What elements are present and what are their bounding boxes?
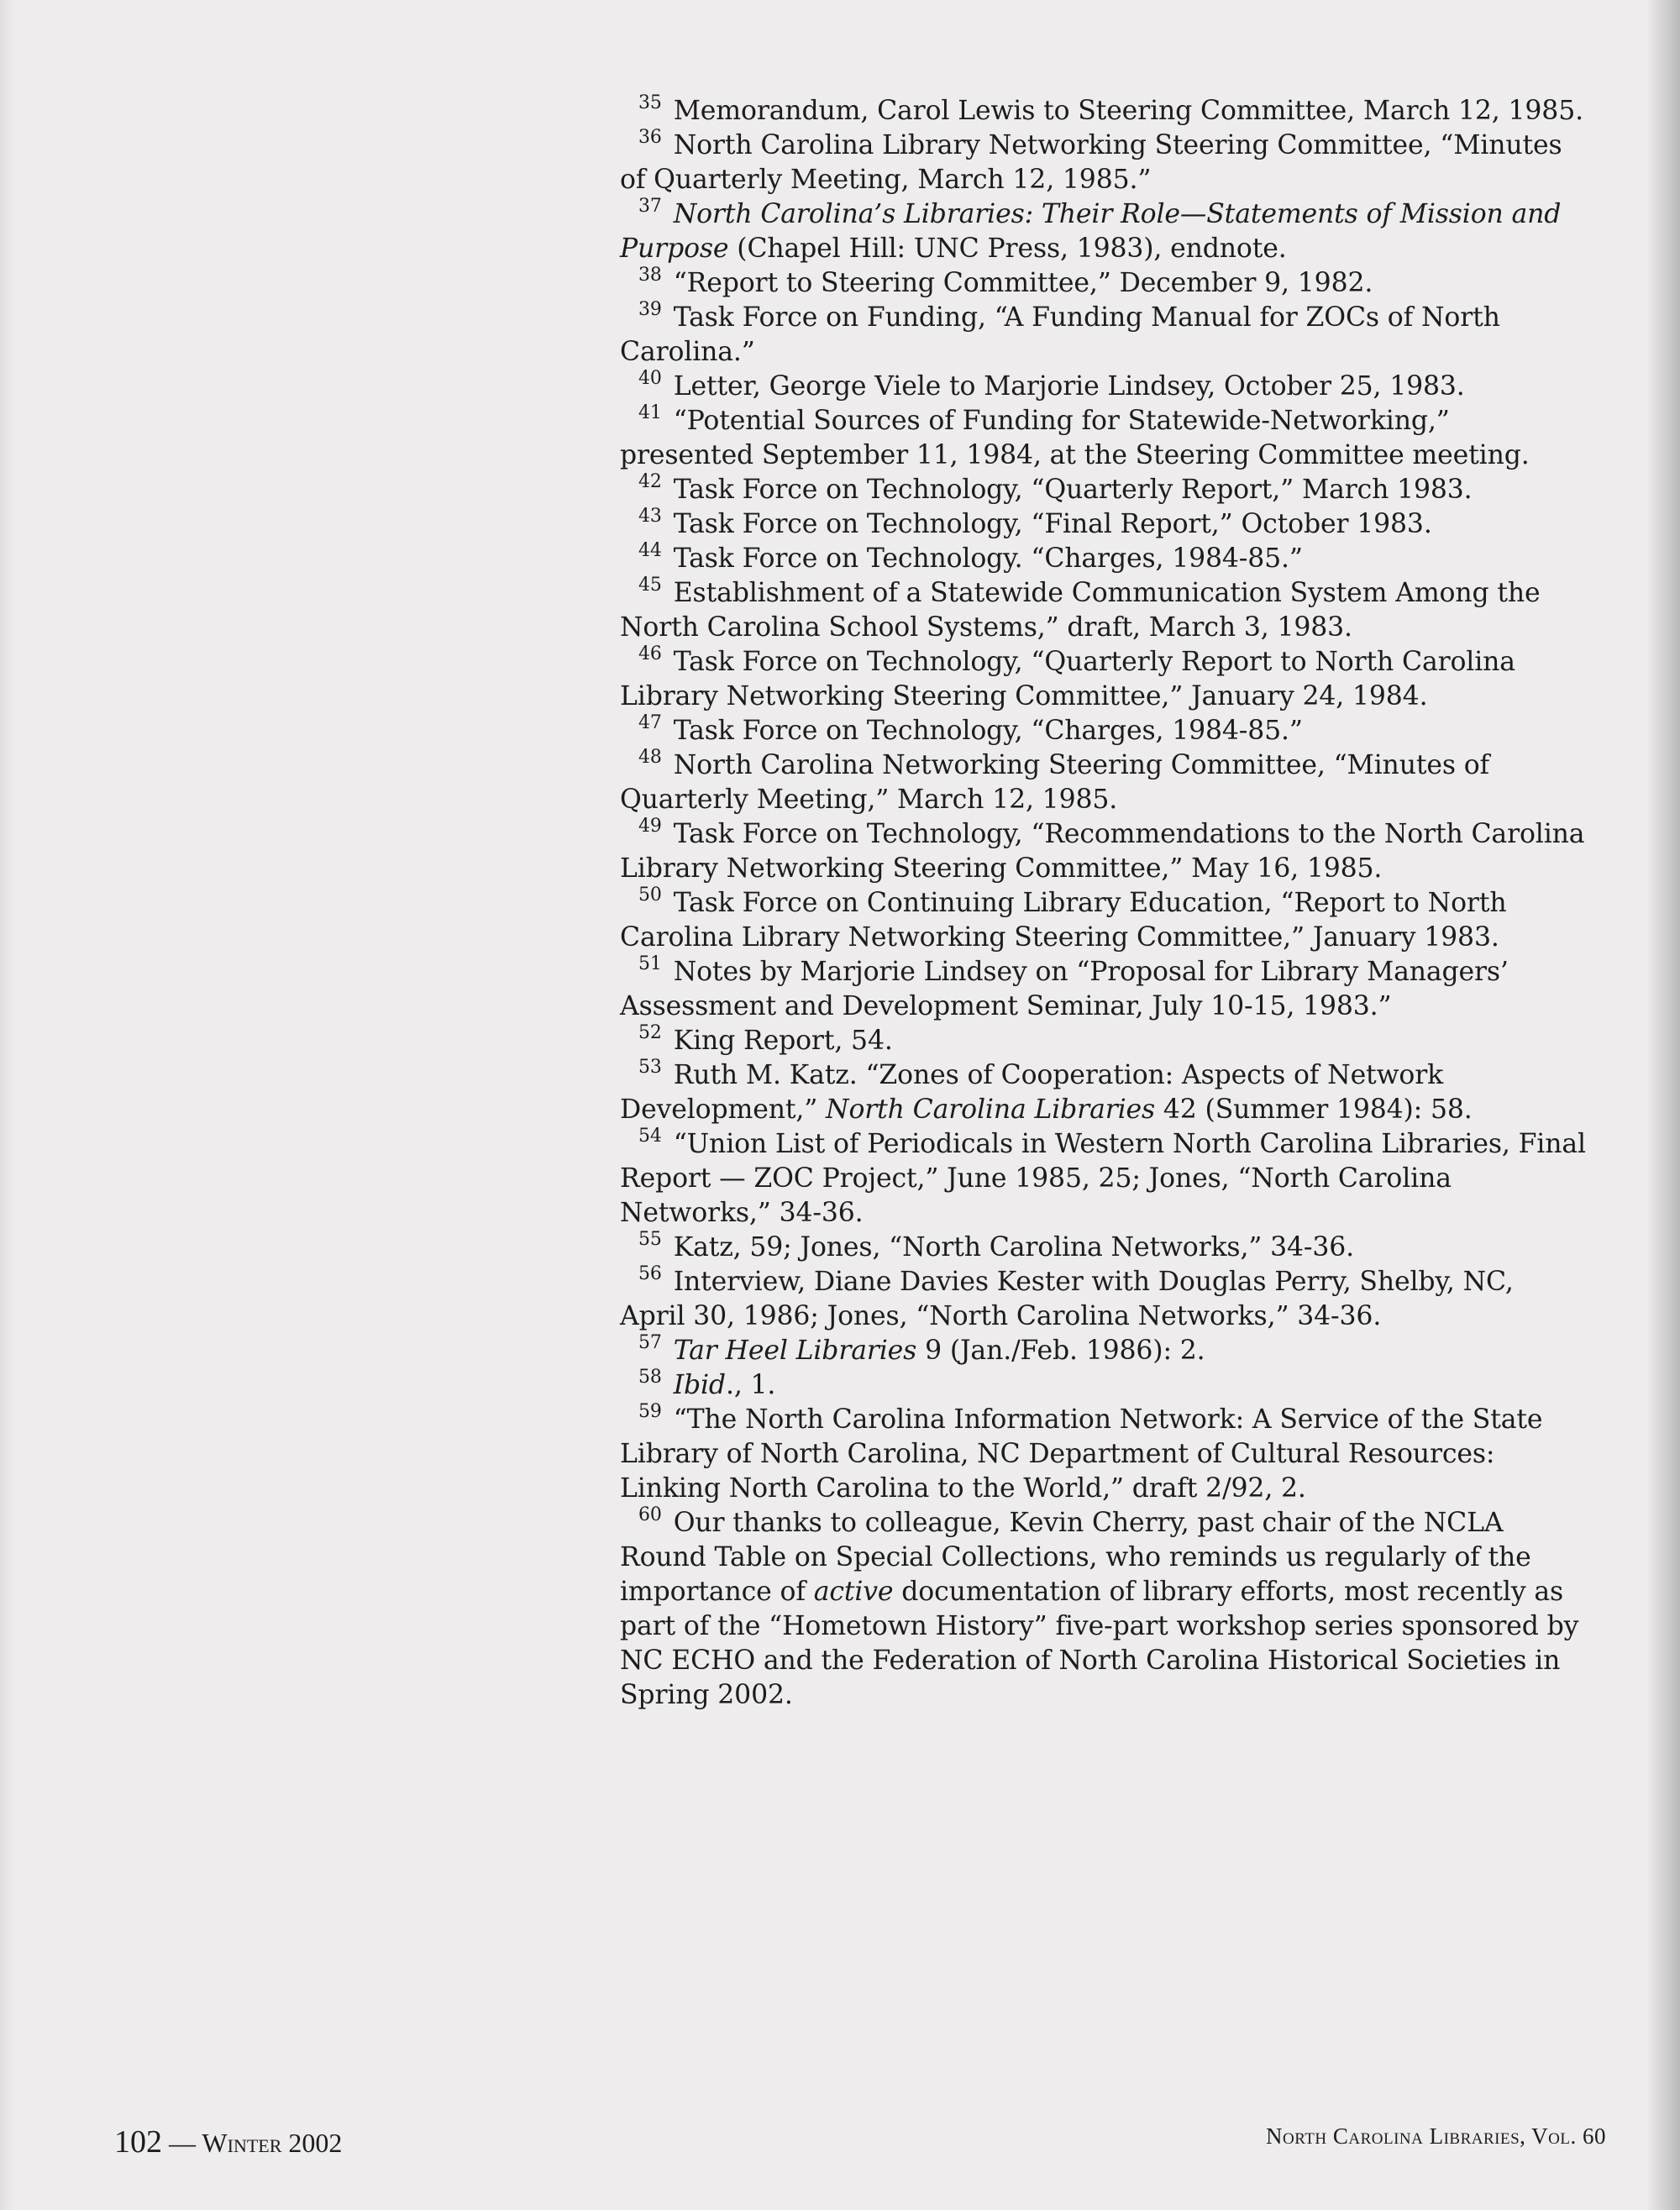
endnote-number: 51 — [638, 953, 662, 974]
endnote-54 — [620, 1127, 1586, 1231]
endnote-55 — [620, 1231, 1586, 1265]
page-edge-right — [1646, 0, 1680, 2210]
endnote-text: Task Force on Technology. “Charges, 1984-85.” — [673, 543, 1303, 574]
endnote-text: “Potential Sources of Funding for Statewide-Networking,” presented September 11, 1984, at the Steering Committee meeting. — [620, 406, 1530, 470]
endnote-text: Katz, 59; Jones, “North Carolina Networks,” 34-36. — [673, 1232, 1355, 1262]
endnote-37 — [620, 197, 1586, 266]
endnote-43 — [620, 507, 1586, 542]
endnote-number: 36 — [638, 127, 662, 148]
endnote-56 — [620, 1265, 1586, 1334]
endnote-text: “The North Carolina Information Network: A Service of the State Library of North Carolina, NC Department of Cultural Resources: Linking North Carolina to the World,” draft 2/92, 2. — [620, 1404, 1543, 1504]
endnote-text: Letter, George Viele to Marjorie Lindsey, October 25, 1983. — [673, 371, 1465, 402]
endnote-number: 47 — [638, 712, 662, 733]
endnote-57 — [620, 1334, 1586, 1368]
endnote-text: Task Force on Funding, “A Funding Manual for ZOCs of North Carolina.” — [620, 302, 1500, 367]
endnote-text: Task Force on Technology, “Final Report,” October 1983. — [673, 509, 1432, 539]
endnote-36 — [620, 129, 1586, 197]
page-edge-left — [0, 0, 15, 2210]
endnote-52 — [620, 1024, 1586, 1058]
endnote-number: 59 — [638, 1401, 662, 1422]
endnote-italic-text: North Carolina Libraries — [826, 1095, 1156, 1125]
endnote-text: (Chapel Hill: UNC Press, 1983), endnote. — [728, 234, 1287, 264]
endnote-number: 43 — [638, 506, 662, 527]
endnote-42 — [620, 473, 1586, 507]
endnote-48 — [620, 748, 1586, 817]
endnote-italic-text: Tar Heel Libraries — [673, 1336, 917, 1366]
endnote-45 — [620, 576, 1586, 645]
endnote-53 — [620, 1058, 1586, 1127]
endnote-number: 39 — [638, 299, 662, 320]
endnote-text: Establishment of a Statewide Communication System Among the North Carolina School Systems,” draft, March 3, 1983. — [620, 578, 1541, 643]
endnote-text: King Report, 54. — [673, 1026, 893, 1056]
endnote-number: 58 — [638, 1367, 662, 1388]
endnote-number: 60 — [638, 1504, 662, 1525]
endnote-47 — [620, 714, 1586, 748]
endnote-number: 55 — [638, 1229, 662, 1250]
endnote-text: 9 (Jan./Feb. 1986): 2. — [916, 1336, 1205, 1366]
endnote-italic-text: North Carolina’s Libraries: Their Role—Statements of Mission and Purpose — [620, 199, 1562, 264]
endnote-text: “Union List of Periodicals in Western North Carolina Libraries, Final Report — ZOC Project,” June 1985, 25; Jones, “North Carolina Networks,” 34-36. — [620, 1129, 1586, 1228]
endnote-50 — [620, 886, 1586, 955]
endnote-number: 42 — [638, 471, 662, 492]
endnote-number: 46 — [638, 643, 662, 664]
endnote-text: Notes by Marjorie Lindsey on “Proposal for Library Managers’ Assessment and Development Seminar, July 10-15, 1983.” — [620, 957, 1509, 1021]
endnote-number: 41 — [638, 402, 662, 423]
endnote-39 — [620, 301, 1586, 370]
endnote-text: Ruth M. Katz. “Zones of Cooperation: Aspects of Network Development,” — [620, 1060, 1444, 1125]
journal-title: North Carolina Libraries, Vol. 60 — [1266, 2123, 1606, 2149]
endnote-text: 42 (Summer 1984): 58. — [1155, 1095, 1473, 1125]
endnote-text: Interview, Diane Davies Kester with Douglas Perry, Shelby, NC, April 30, 1986; Jones, “North Carolina Networks,” 34-36. — [620, 1267, 1514, 1331]
endnote-number: 45 — [638, 575, 662, 596]
endnote-text: Task Force on Continuing Library Education, “Report to North Carolina Library Networking Steering Committee,” January 1983. — [620, 888, 1507, 953]
endnote-text: “Report to Steering Committee,” December 9, 1982. — [673, 268, 1373, 298]
endnote-number: 44 — [638, 540, 662, 561]
endnote-44 — [620, 542, 1586, 576]
endnote-number: 50 — [638, 885, 662, 906]
endnote-59 — [620, 1403, 1586, 1506]
endnote-number: 35 — [638, 92, 662, 113]
endnote-number: 57 — [638, 1332, 662, 1353]
endnote-text: documentation of library efforts, most recently as part of the “Hometown History” five-part workshop series sponsored by NC ECHO and the Federation of North Carolina Historical Societies in Spring 2002. — [620, 1577, 1579, 1710]
endnote-text: Task Force on Technology, “Recommendations to the North Carolina Library Networking Steering Committee,” May 16, 1985. — [620, 819, 1585, 884]
endnote-51 — [620, 955, 1586, 1024]
endnote-number: 37 — [638, 196, 662, 217]
endnote-number: 48 — [638, 747, 662, 768]
endnote-text: North Carolina Networking Steering Committee, “Minutes of Quarterly Meeting,” March 12, 1985. — [620, 750, 1490, 815]
endnote-number: 49 — [638, 816, 662, 837]
endnote-text: North Carolina Library Networking Steering Committee, “Minutes of Quarterly Meeting, March 12, 1985.” — [620, 130, 1562, 195]
endnote-38 — [620, 266, 1586, 301]
endnote-number: 40 — [638, 368, 662, 389]
footer-left — [114, 2123, 342, 2160]
endnote-46 — [620, 645, 1586, 714]
endnote-58 — [620, 1368, 1586, 1403]
endnotes-list — [620, 94, 1586, 1713]
endnote-text: Task Force on Technology, “Quarterly Report to North Carolina Library Networking Steering Committee,” January 24, 1984. — [620, 647, 1515, 711]
endnote-number: 54 — [638, 1126, 662, 1147]
endnote-number: 52 — [638, 1022, 662, 1043]
endnote-text: ., 1. — [725, 1370, 776, 1400]
endnote-number: 38 — [638, 265, 662, 286]
endnote-number: 56 — [638, 1263, 662, 1284]
endnote-text: Task Force on Technology, “Quarterly Report,” March 1983. — [673, 475, 1473, 505]
endnote-35 — [620, 94, 1586, 129]
endnote-text: Our thanks to colleague, Kevin Cherry, past chair of the NCLA Round Table on Special Collections, who reminds us regularly of the importance of — [620, 1508, 1531, 1607]
endnote-text: Memorandum, Carol Lewis to Steering Committee, March 12, 1985. — [673, 96, 1583, 126]
endnote-41 — [620, 404, 1586, 473]
endnote-italic-text: active — [813, 1577, 894, 1607]
endnote-italic-text: Ibid — [673, 1370, 726, 1400]
endnote-60 — [620, 1506, 1586, 1713]
endnote-40 — [620, 370, 1586, 404]
endnote-number: 53 — [638, 1057, 662, 1078]
page-number: 102 — [114, 2124, 162, 2160]
endnote-text: Task Force on Technology, “Charges, 1984-85.” — [673, 716, 1303, 746]
endnote-49 — [620, 817, 1586, 886]
issue-label: — Winter 2002 — [169, 2128, 343, 2158]
